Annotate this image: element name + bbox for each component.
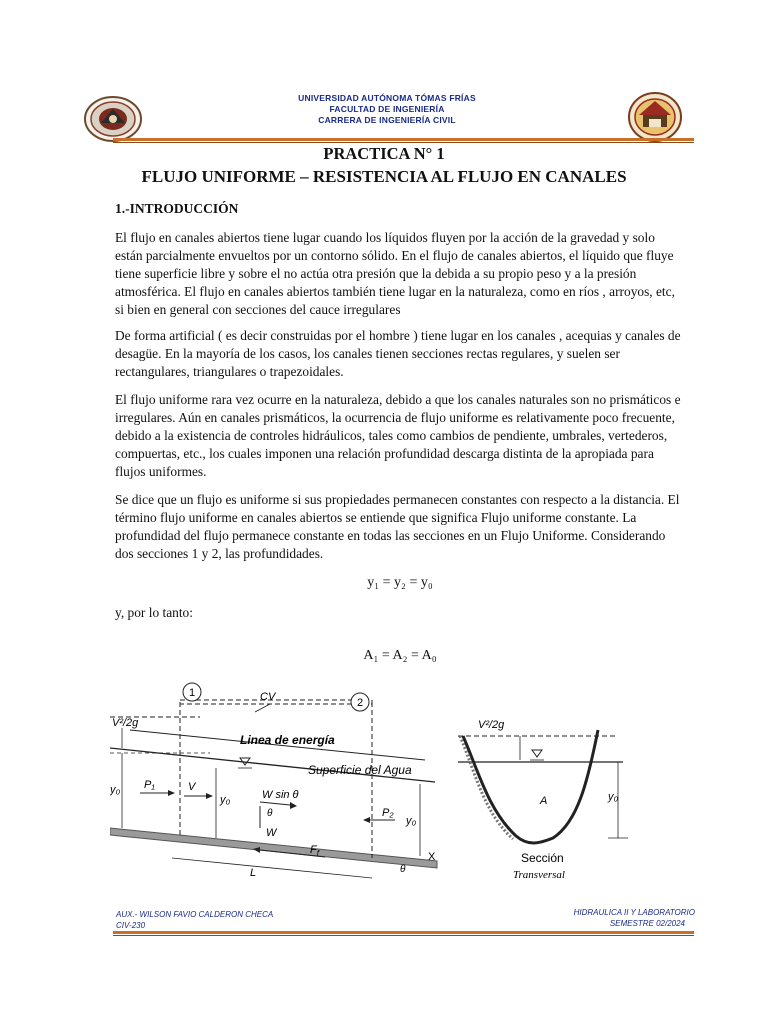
cross-water-symbol [532, 750, 542, 757]
length-dimension [172, 858, 372, 878]
velocity-head-right: V²/2g [478, 719, 505, 731]
area-label: A [540, 795, 548, 807]
university-name: UNIVERSIDAD AUTÓNOMA TÓMAS FRÍAS [298, 93, 476, 103]
transversal-caption: Transversal [513, 869, 565, 881]
footer-rule-thick [113, 931, 694, 934]
paragraph-4: Se dice que un flujo es uniforme si sus propiedades permanecen constantes con respecto a la distancia. El término flujo uniforme en canales abiertos se entiende que significa Flujo uniforme constante. La profundidad del flujo permanece constante en todas las secciones en un Flujo Uniforme. Considerando dos secciones 1 y 2, las profundidades. [115, 492, 680, 561]
paragraph-3: El flujo uniforme rara vez ocurre en la naturaleza, debido a que los canales naturales son no prismáticos e irregulares. Aún en canales prismáticos, la ocurrencia de flujo uniforme es relativamente poco frecuente, debido a la existencia de controles hidráulicos, tales como cambios de pendiente, umbrales, vertederos, compuertas, etc., los cuales imponen una relación profundidad descarga distinta de la apropiada para flujos uniformes. [115, 392, 681, 479]
control-volume-top [180, 700, 372, 704]
transition-text: y, por lo tanto: [115, 605, 193, 620]
energy-line-label: Linea de energía [240, 733, 335, 747]
cross-section-diagram [458, 710, 648, 885]
career-name: CARRERA DE INGENIERÍA CIVIL [318, 115, 456, 125]
course-name: HIDRAULICA II Y LABORATORIO [573, 908, 695, 917]
section-1-label: 1 [188, 687, 196, 699]
y0-right-label: y₀ [406, 815, 417, 827]
cross-y0-label: y₀ [608, 791, 619, 803]
practice-title: FLUJO UNIFORME – RESISTENCIA AL FLUJO EN CANALES [141, 167, 627, 186]
weight-label: W [266, 827, 277, 839]
bed-angle-label: θ [400, 864, 406, 875]
semester-label: SEMESTRE 02/2024 [609, 919, 685, 928]
section-heading: 1.-INTRODUCCIÓN [115, 201, 239, 216]
equation-areas: A₁ = A₂ = A₀ [363, 648, 437, 663]
water-surface-label: Superficie del Agua [308, 763, 412, 777]
theta-label: θ [267, 808, 273, 819]
velocity-arrowhead [206, 793, 213, 799]
university-seal-logo [83, 95, 143, 143]
p1-arrowhead [168, 790, 175, 796]
control-volume-label: CV [260, 691, 276, 703]
p2-arrowhead [363, 817, 370, 823]
p2-label: P₂ [382, 807, 394, 819]
course-code: CIV-230 [116, 921, 146, 930]
weight-component-arrowhead [290, 802, 297, 809]
y0-mid-label: y₀ [220, 794, 231, 806]
paragraph-2: De forma artificial ( es decir construidas por el hombre ) tiene lugar en los canales , acequias y canales de desagüe. En la mayoría de los casos, los canales tienen secciones rectas regulares, y suelen ser rectangulares, triangulares o trapezoidales. [115, 328, 681, 379]
velocity-label: V [188, 781, 196, 793]
paragraph-1: El flujo en canales abiertos tiene lugar cuando los líquidos fluyen por la acción de la gravedad y solo están parcialmente envueltos por un contorno sólido. En el flujo de canales abiertos, el líquido que fluye tiene superficie libre y sobre el no actúa otra presión que la debida a su propio peso y a la presión atmosférica. El flujo en canales abiertos también tiene lugar en la naturaleza, como en ríos , arroyos, etc, si bien en general con secciones del cauce irregulares [115, 230, 675, 317]
practice-number-title: PRACTICA N° 1 [323, 144, 445, 163]
friction-force-label: $F_f$ [310, 844, 319, 858]
longitudinal-profile-diagram [110, 678, 445, 884]
y0-left-label: y₀ [110, 784, 121, 796]
section-caption: Sección [521, 851, 564, 865]
author-name: AUX.- WILSON FAVIO CALDERON CHECA [116, 910, 274, 919]
section-2-label: 2 [356, 697, 364, 709]
length-label: L [250, 867, 257, 879]
x-axis-label: X [428, 851, 436, 863]
engineering-faculty-logo [627, 91, 683, 143]
equation-depths: y₁ = y₂ = y₀ [367, 575, 433, 590]
weight-component-label: W sin θ [262, 789, 299, 801]
velocity-head-left: V²/2g [112, 717, 139, 729]
header-rule-thin [113, 142, 694, 143]
p1-label: P₁ [144, 779, 155, 791]
cross-section-outline [463, 730, 598, 843]
weight-component-arrow [260, 802, 290, 805]
faculty-name: FACULTAD DE INGENIERÍA [329, 104, 445, 114]
header-rule-thick [113, 138, 694, 141]
cv-leader [255, 704, 270, 712]
footer-rule-thin [113, 935, 694, 936]
